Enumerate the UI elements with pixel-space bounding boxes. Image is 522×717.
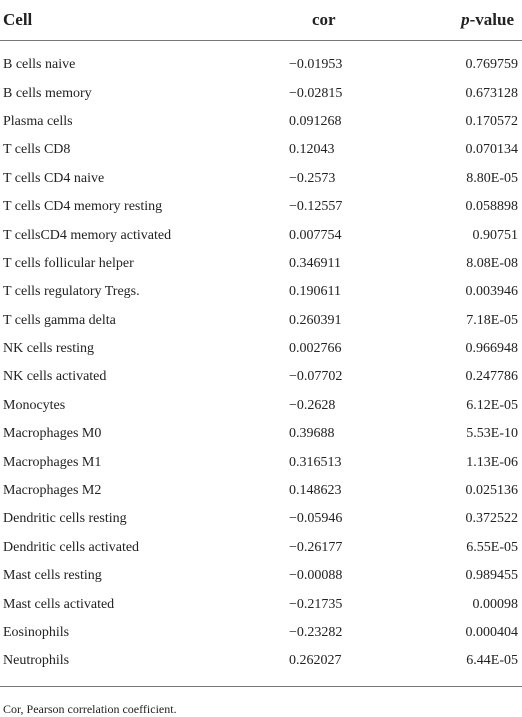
cor-value: 0.148623 [289,483,342,499]
table-row [0,136,522,164]
pvalue-value: 0.966948 [465,341,518,357]
pvalue-value: 0.070134 [465,142,518,158]
cor-value: 0.091268 [289,113,342,129]
cor-value: −0.12557 [289,199,343,215]
table-row [0,448,522,476]
cell-name: B cells memory [3,85,92,101]
cor-value: −0.00088 [289,568,343,584]
pvalue-value: 0.989455 [465,568,518,584]
cell-name: T cells follicular helper [3,255,134,271]
cell-name: T cells regulatory Tregs. [3,284,140,300]
cor-value: −0.23282 [289,625,343,640]
pvalue-value: 8.08E-08 [466,255,518,271]
cell-name: Dendritic cells resting [3,511,127,527]
table-row [0,392,522,420]
cell-name: Neutrophils [3,653,70,669]
table-row [0,562,522,590]
table-row [0,505,522,533]
pvalue-value: 0.247786 [465,369,518,385]
cell-name: Mast cells activated [3,596,115,612]
cell-name: NK cells resting [3,341,94,357]
cell-name: T cells CD8 [3,142,71,158]
pvalue-value: 0.372522 [465,511,518,527]
cell-name: T cells CD4 memory resting [3,199,163,215]
pvalue-value: 0.673128 [465,85,518,101]
cell-name: Macrophages M2 [3,483,102,499]
cell-name: Mast cells resting [3,568,102,584]
pvalue-value: 6.12E-05 [466,397,518,413]
pvalue-value: 5.53E-10 [466,426,518,442]
cell-name: Macrophages M0 [3,426,102,442]
table-row [0,363,522,391]
pvalue-value: 0.769759 [465,57,518,73]
pvalue-value: 8.80E-05 [466,170,518,186]
cell-name: T cells gamma delta [3,312,116,328]
cell-name: T cellsCD4 memory activated [3,227,172,243]
pvalue-value: 6.55E-05 [466,539,518,555]
header-cell: Cell [0,0,280,41]
table-row [0,307,522,335]
cor-value: 0.007754 [289,227,342,243]
table-row [0,619,522,647]
table-row [0,590,522,618]
table-row [0,278,522,306]
cor-value: 0.346911 [289,255,341,271]
table-row [0,250,522,278]
pvalue-value: 0.058898 [465,199,518,215]
table-row [0,193,522,221]
table-row [0,165,522,193]
header-pvalue-p: p [461,10,470,29]
table-row [0,335,522,363]
table-row [0,534,522,562]
pvalue-value: 0.003946 [465,284,518,300]
bottom-rule [0,686,522,687]
pvalue-value: 0.170572 [465,113,518,129]
cor-value: −0.21735 [289,596,343,612]
cor-value: 0.002766 [289,341,342,357]
table-row [0,477,522,505]
cor-value: −0.2628 [289,397,336,413]
table-footnote: Cor, Pearson correlation coefficient. [3,701,177,716]
cor-value: 0.190611 [289,284,341,300]
table-row [0,420,522,448]
table-row [0,647,522,685]
pvalue-value: 1.13E-06 [466,454,518,470]
header-pvalue [402,0,522,41]
pvalue-value: 7.18E-05 [466,312,518,328]
cor-value: 0.12043 [289,142,335,158]
cor-value: −0.01953 [289,57,343,73]
pvalue-value: 0.00098 [472,596,518,612]
cor-value: 0.39688 [289,426,335,442]
pvalue-value: 6.44E-05 [466,653,518,669]
cor-value: −0.02815 [289,85,343,101]
table-row [0,41,522,80]
table-row [0,79,522,107]
pvalue-value: 0.90751 [472,227,518,243]
cell-name: B cells naive [3,57,76,73]
table-row [0,108,522,136]
cell-name: Monocytes [3,397,66,413]
table-header [0,0,522,41]
pvalue-value: 0.025136 [465,483,518,499]
table-row [0,221,522,249]
cor-value: −0.07702 [289,369,343,385]
cell-name: Plasma cells [3,113,73,129]
table-body [0,41,522,686]
cor-value: −0.05946 [289,511,343,527]
cor-value: 0.262027 [289,653,342,669]
cell-name: T cells CD4 naive [3,170,105,186]
cor-value: −0.2573 [289,170,336,186]
cell-name: Macrophages M1 [3,454,102,470]
cell-name: Dendritic cells activated [3,539,140,555]
cor-value: −0.26177 [289,539,343,555]
cor-value: 0.316513 [289,454,342,470]
cor-value: 0.260391 [289,312,342,328]
header-pvalue-suffix: -value [469,10,514,29]
header-row [0,0,522,41]
cell-name: Eosinophils [3,625,70,640]
pvalue-value: 0.000404 [465,625,518,640]
header-cor: cor [280,0,402,41]
cell-name: NK cells activated [3,369,107,385]
